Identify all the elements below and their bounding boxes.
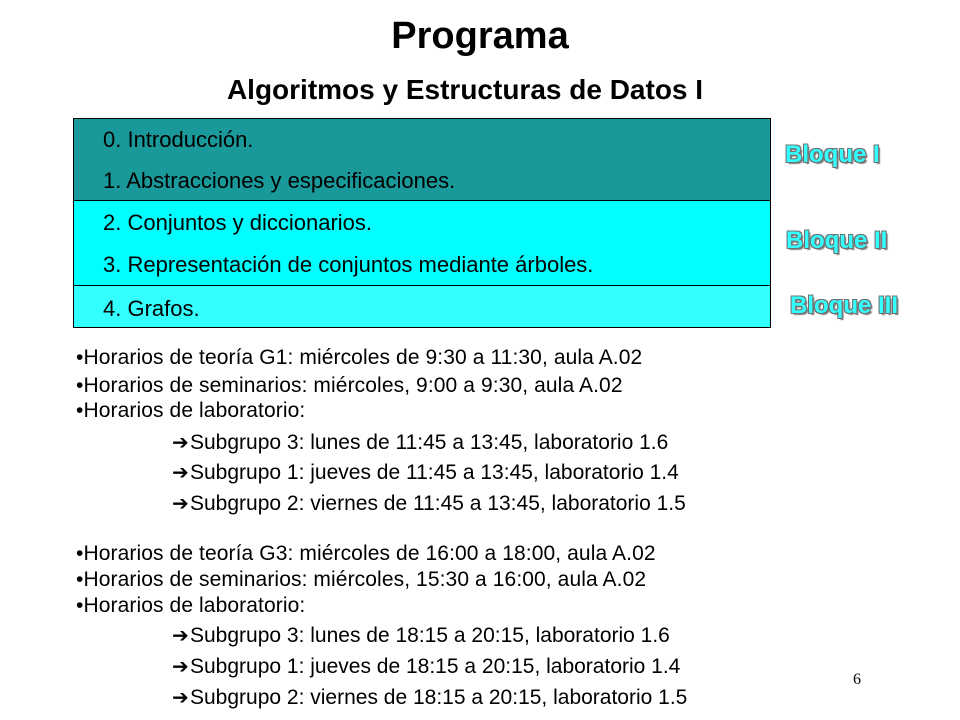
schedule-line: •Horarios de teoría G3: miércoles de 16:00 a 18:00, aula A.02: [76, 542, 656, 565]
lab-subgroup-item: ➔Subgrupo 1: jueves de 11:45 a 13:45, laboratorio 1.4: [172, 461, 679, 484]
topic-item: 2. Conjuntos y diccionarios.: [103, 210, 373, 235]
schedule-line: •Horarios de laboratorio:: [76, 399, 306, 422]
schedule-line: •Horarios de teoría G1: miércoles de 9:30 a 11:30, aula A.02: [76, 346, 643, 369]
topic-item: 0. Introducción.: [103, 127, 254, 152]
block-2-label: Bloque II: [786, 227, 888, 254]
lab-subgroup-item: ➔Subgrupo 1: jueves de 18:15 a 20:15, laboratorio 1.4: [172, 655, 681, 678]
lab-subgroup-item: ➔Subgrupo 3: lunes de 18:15 a 20:15, laboratorio 1.6: [172, 624, 670, 647]
arrow-icon: ➔: [172, 687, 189, 709]
page-title: Programa: [391, 15, 569, 57]
arrow-icon: ➔: [172, 462, 189, 484]
schedule-line: •Horarios de seminarios: miércoles, 9:00 a 9:30, aula A.02: [76, 374, 623, 397]
lab-subgroup-item: ➔Subgrupo 3: lunes de 11:45 a 13:45, laboratorio 1.6: [172, 431, 669, 454]
topic-item: 4. Grafos.: [103, 296, 200, 321]
topic-item: 1. Abstracciones y especificaciones.: [103, 168, 456, 193]
arrow-icon: ➔: [172, 656, 189, 678]
lab-subgroup-item: ➔Subgrupo 2: viernes de 11:45 a 13:45, laboratorio 1.5: [172, 492, 686, 515]
schedule-line: •Horarios de seminarios: miércoles, 15:30 a 16:00, aula A.02: [76, 568, 647, 591]
schedule-line: •Horarios de laboratorio:: [76, 594, 306, 617]
arrow-icon: ➔: [172, 493, 189, 515]
block-1-label: Bloque I: [785, 141, 880, 168]
lab-subgroup-item: ➔Subgrupo 2: viernes de 18:15 a 20:15, laboratorio 1.5: [172, 686, 688, 709]
block-3-label: Bloque III: [790, 292, 898, 319]
arrow-icon: ➔: [172, 432, 189, 454]
page-subtitle: Algoritmos y Estructuras de Datos I: [226, 74, 704, 105]
page-number: 6: [853, 671, 861, 688]
topic-item: 3. Representación de conjuntos mediante árboles.: [103, 252, 594, 277]
arrow-icon: ➔: [172, 625, 189, 647]
